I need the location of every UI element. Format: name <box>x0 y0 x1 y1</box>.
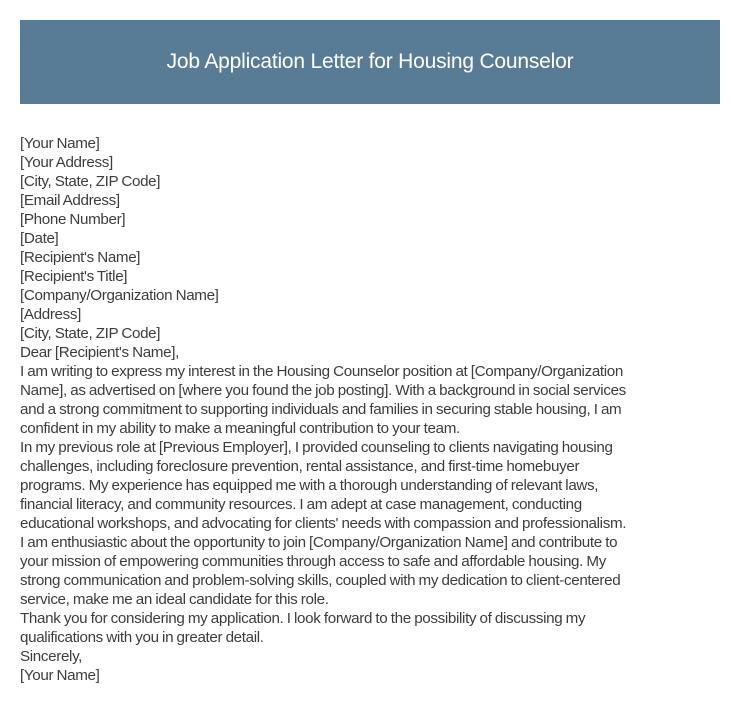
paragraph-line: I am enthusiastic about the opportunity to join [Company/Organization Name] and contribute to <box>20 534 618 551</box>
paragraph-closing <box>20 609 732 647</box>
paragraph-line: In my previous role at [Previous Employer], I provided counseling to clients navigating housing <box>20 439 613 456</box>
paragraph-line: Name], as advertised on [where you found the job posting]. With a background in social services <box>20 382 626 399</box>
paragraph-experience <box>20 438 732 533</box>
paragraph-line: service, make me an ideal candidate for this role. <box>20 591 329 608</box>
paragraph-line: your mission of empowering communities through access to safe and affordable housing. My <box>20 553 606 570</box>
paragraph-line: and a strong commitment to supporting individuals and families in securing stable housing, I am <box>20 401 622 418</box>
closing: Sincerely, <box>20 648 83 665</box>
recipient-city-state-zip: [City, State, ZIP Code] <box>20 325 161 342</box>
letter-body <box>20 134 732 685</box>
paragraph-motivation <box>20 533 732 609</box>
signature: [Your Name] <box>20 667 100 684</box>
sender-address: [Your Address] <box>20 154 113 171</box>
paragraph-line: confident in my ability to make a meaningful contribution to your team. <box>20 420 460 437</box>
sender-name: [Your Name] <box>20 135 100 152</box>
paragraph-line: educational workshops, and advocating for clients' needs with compassion and professionalism. <box>20 515 627 532</box>
salutation: Dear [Recipient's Name], <box>20 344 179 361</box>
sender-email: [Email Address] <box>20 192 120 209</box>
paragraph-line: Thank you for considering my application. I look forward to the possibility of discussing my <box>20 610 586 627</box>
page-title: Job Application Letter for Housing Counselor <box>166 50 574 73</box>
paragraph-line: strong communication and problem-solving skills, coupled with my dedication to client-centered <box>20 572 621 589</box>
title-banner <box>20 20 720 104</box>
paragraph-line: qualifications with you in greater detail. <box>20 629 264 646</box>
paragraph-line: I am writing to express my interest in the Housing Counselor position at [Company/Organization <box>20 363 623 380</box>
sender-city-state-zip: [City, State, ZIP Code] <box>20 173 161 190</box>
recipient-company: [Company/Organization Name] <box>20 287 219 304</box>
paragraph-line: programs. My experience has equipped me with a thorough understanding of relevant laws, <box>20 477 599 494</box>
recipient-address: [Address] <box>20 306 82 323</box>
recipient-name: [Recipient's Name] <box>20 249 141 266</box>
letter-date: [Date] <box>20 230 59 247</box>
paragraph-line: financial literacy, and community resources. I am adept at case management, conducting <box>20 496 582 513</box>
paragraph-intro <box>20 362 732 438</box>
sender-phone: [Phone Number] <box>20 211 126 228</box>
paragraph-line: challenges, including foreclosure prevention, rental assistance, and first-time homebuyer <box>20 458 580 475</box>
recipient-title: [Recipient's Title] <box>20 268 128 285</box>
